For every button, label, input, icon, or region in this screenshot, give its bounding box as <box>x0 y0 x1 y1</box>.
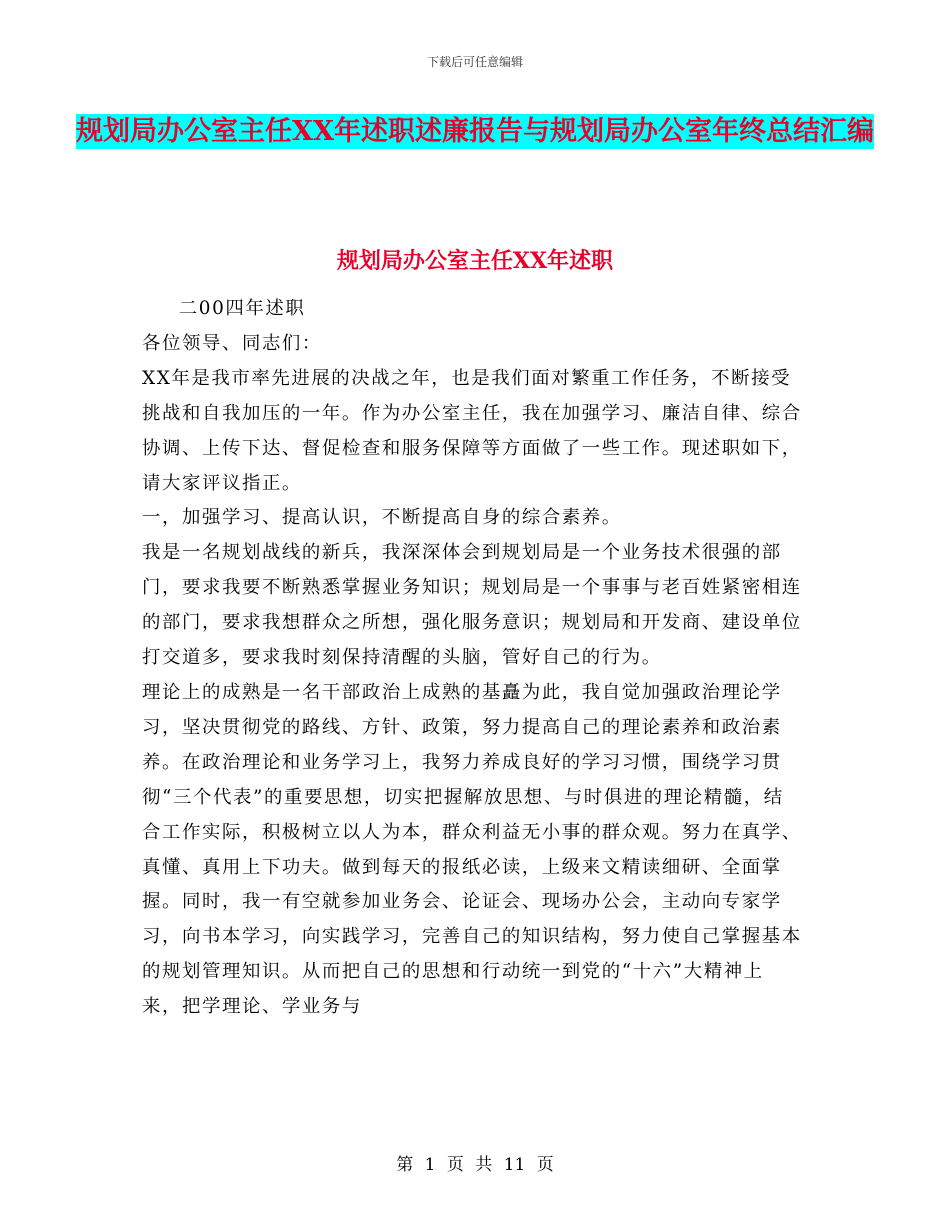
page-footer: 第 1 页 共 11 页 <box>396 1155 554 1175</box>
body-paragraph: 我是一名规划战线的新兵，我深深体会到规划局是一个业务技术很强的部门，要求我要不断熟悉掌握业务知识；规划局是一个事事与老百姓紧密相连的部门，要求我想群众之所想，强化服务意识；规划局和开发商、建设单位打交道多，要求我时刻保持清醒的头脑，管好自己的行为。 <box>142 542 802 669</box>
document-body <box>142 292 802 1025</box>
header-note: 下载后可任意编辑 <box>426 55 523 69</box>
body-paragraph: 理论上的成熟是一名干部政治上成熟的基矗为此，我自觉加强政治理论学习，坚决贯彻党的路线、方针、政策，努力提高自己的理论素养和政治素养。在政治理论和业务学习上，我努力养成良好的学习习惯，围绕学习贯彻“三个代表”的重要思想，切实把握解放思想、与时俱进的理论精髓，结合工作实际，积极树立以人为本，群众利益无小事的群众观。努力在真学、真懂、真用上下功夫。做到每天的报纸必读，上级来文精读细研、全面掌握。同时，我一有空就参加业务会、论证会、现场办公会，主动向专家学习，向书本学习，向实践学习，完善自己的知识结构，努力使自己掌握基本的规划管理知识。从而把自己的思想和行动统一到党的“十六”大精神上来，把学理论、学业务与 <box>142 681 802 1018</box>
date-line: 二00四年述职 <box>178 298 306 319</box>
body-paragraph: XX年是我市率先进展的决战之年，也是我们面对繁重工作任务，不断接受挑战和自我加压的一年。作为办公室主任，我在加强学习、廉洁自律、综合协调、上传下达、督促检查和服务保障等方面做了一些工作。现述职如下，请大家评议指正。 <box>142 367 802 494</box>
section-heading: 一，加强学习、提高认识，不断提高自身的综合素养。 <box>142 507 622 529</box>
document-title-text: 规划局办公室主任XX年述职述廉报告与规划局办公室年终总结汇编 <box>76 116 874 147</box>
salutation: 各位领导、同志们： <box>142 332 322 354</box>
section-title: 规划局办公室主任XX年述职 <box>336 248 614 274</box>
document-title <box>0 110 950 154</box>
